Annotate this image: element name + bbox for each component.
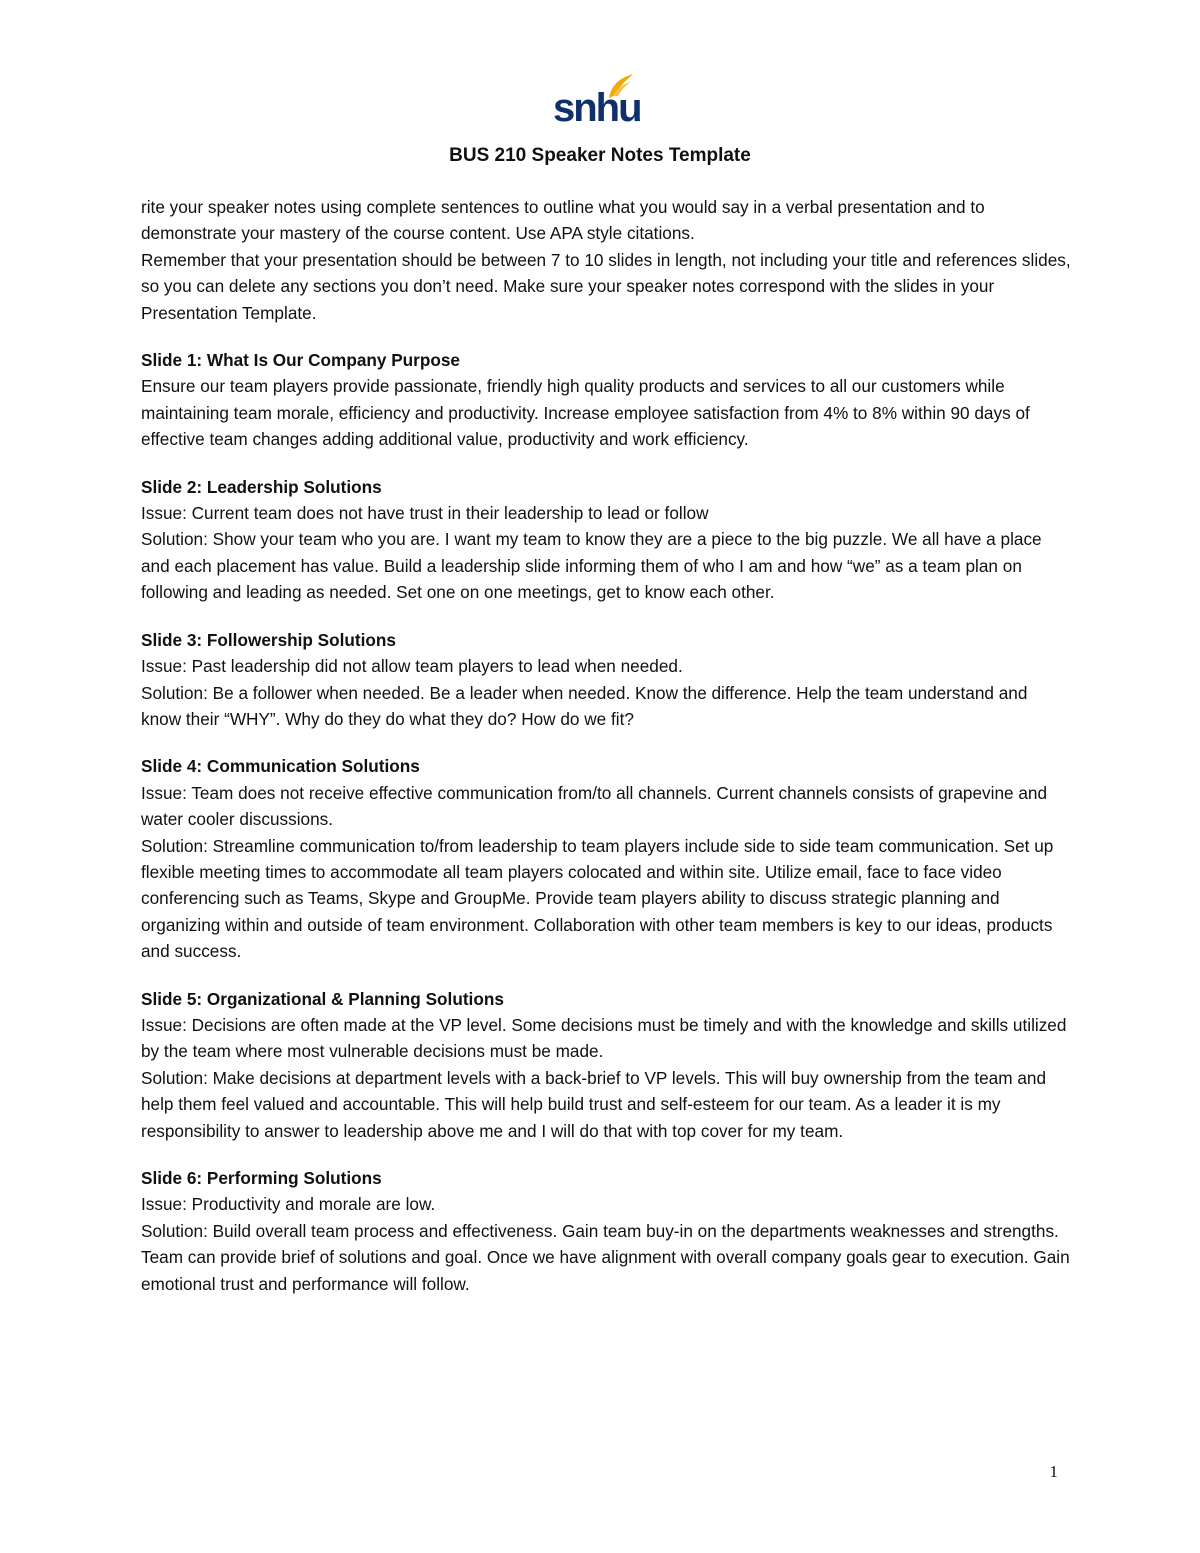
document-body — [141, 194, 1071, 1297]
slide-section — [141, 1165, 1071, 1297]
snhu-logo — [553, 72, 643, 132]
slide-section — [141, 986, 1071, 1144]
solution-text: Solution: Show your team who you are. I want my team to know they are a piece to the big puzzle. We all have a place and each placement has value. Build a leadership slide informing them of who I am and how “we” as a team plan on following and leading as needed. Set one on one meetings, get to know each other. — [141, 529, 1042, 603]
slide-heading: Slide 2: Leadership Solutions — [141, 476, 382, 497]
slide-heading: Slide 1: What Is Our Company Purpose — [141, 350, 460, 371]
slide-section — [141, 627, 1071, 733]
issue-text: Issue: Team does not receive effective communication from/to all channels. Current channels consists of grapevine and water cooler discussions. — [141, 782, 1048, 830]
slide-text: Ensure our team players provide passionate, friendly high quality products and services to all our customers while maintaining team morale, efficiency and productivity. Increase employee satisfaction from 4% to 8% within 90 days of effective team changes adding additional value, productivity and work efficiency. — [141, 376, 1030, 450]
slide-heading: Slide 6: Performing Solutions — [141, 1168, 382, 1188]
slide-heading: Slide 3: Followership Solutions — [141, 629, 396, 650]
logo-text: snhu — [553, 86, 641, 130]
solution-text: Solution: Be a follower when needed. Be a leader when needed. Know the difference. Help the team understand and know their “WHY”. Why do they do what they do? How do we fit? — [141, 682, 1028, 729]
issue-text: Issue: Current team does not have trust in their leadership to lead or follow — [141, 503, 709, 524]
intro-paragraph: rite your speaker notes using complete sentences to outline what you would say in a verbal presentation and to demonstrate your mastery of the course content. Use APA style citations. — [141, 197, 985, 244]
slide-section — [141, 753, 1071, 964]
issue-text: Issue: Past leadership did not allow team players to lead when needed. — [141, 656, 683, 677]
page-title: BUS 210 Speaker Notes Template — [449, 145, 751, 166]
solution-text: Solution: Build overall team process and effectiveness. Gain team buy-in on the departments weaknesses and strengths. Team can provide brief of solutions and goal. Once we have alignment with overall company goals gear to execution. Gain emotional trust and performance will follow. — [141, 1220, 1070, 1294]
solution-text: Solution: Streamline communication to/from leadership to team players include side to side team communication. Set up flexible meeting times to accommodate all team players colocated and within site. Utilize email, face to face video conferencing such as Teams, Skype and GroupMe. Provide team players ability to discuss strategic planning and organizing within and outside of team environment. Collaboration with other team members is key to our ideas, products and success. — [141, 835, 1054, 962]
solution-text: Solution: Make decisions at department levels with a back-brief to VP levels. This will buy ownership from the team and help them feel valued and accountable. This will help build trust and self-esteem for our team. As a leader it is my responsibility to answer to leadership above me and I will do that with top cover for my team. — [141, 1067, 1047, 1141]
issue-text: Issue: Productivity and morale are low. — [141, 1194, 436, 1215]
intro — [141, 194, 1071, 326]
slide-heading: Slide 4: Communication Solutions — [141, 756, 420, 777]
intro-paragraph: Remember that your presentation should be between 7 to 10 slides in length, not including your title and references slides, so you can delete any sections you don’t need. Make sure your speaker notes correspond with the slides in your Presentation Template. — [141, 249, 1071, 323]
slide-heading: Slide 5: Organizational & Planning Solutions — [141, 988, 504, 1009]
flame-leaf-icon — [605, 72, 635, 100]
issue-text: Issue: Decisions are often made at the VP level. Some decisions must be timely and with the knowledge and skills utilized by the team where most vulnerable decisions must be made. — [141, 1014, 1067, 1062]
slide-section — [141, 347, 1071, 453]
page-number: 1 — [1049, 1462, 1058, 1481]
slide-section — [141, 474, 1071, 606]
